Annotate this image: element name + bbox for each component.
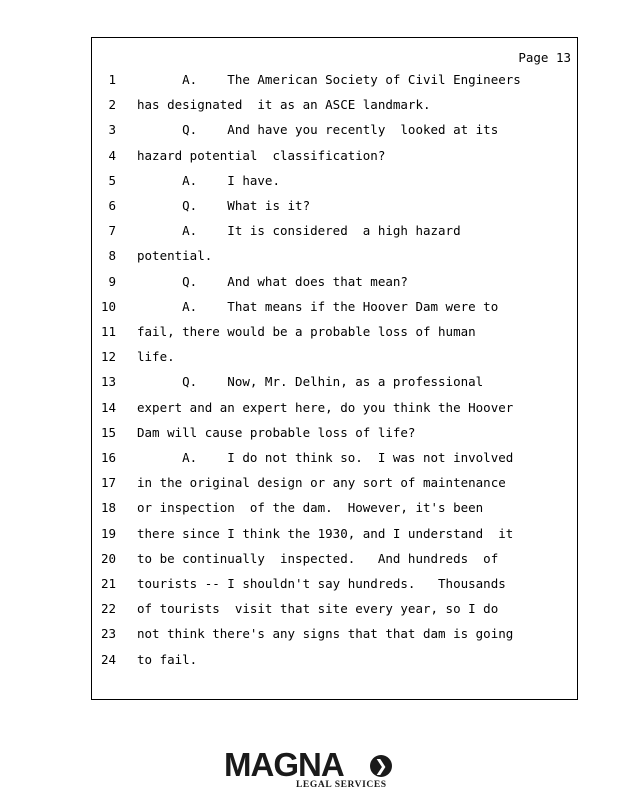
transcript-line bbox=[0, 400, 618, 420]
line-number: 20 bbox=[100, 550, 116, 566]
line-number: 15 bbox=[100, 424, 116, 440]
transcript-line bbox=[0, 652, 618, 672]
transcript-line bbox=[0, 72, 618, 92]
line-number: 3 bbox=[108, 122, 116, 138]
line-text: fail, there would be a probable loss of human bbox=[137, 324, 476, 339]
line-number: 24 bbox=[100, 651, 116, 667]
line-number: 11 bbox=[100, 324, 116, 339]
line-text: A. It is considered a high hazard bbox=[137, 223, 461, 239]
line-text: there since I think the 1930, and I understand it bbox=[137, 525, 514, 541]
line-text: A. I have. bbox=[137, 172, 280, 188]
transcript-line bbox=[0, 97, 618, 117]
line-text: or inspection of the dam. However, it's been bbox=[137, 500, 484, 516]
page-number: Page 13 bbox=[518, 50, 571, 65]
transcript-line bbox=[0, 324, 618, 344]
transcript-line bbox=[0, 173, 618, 193]
line-number: 7 bbox=[108, 223, 116, 239]
transcript-line bbox=[0, 450, 618, 470]
line-number: 22 bbox=[100, 601, 116, 617]
line-number: 16 bbox=[100, 450, 116, 465]
transcript-line bbox=[0, 374, 618, 394]
line-text: tourists -- I shouldn't say hundreds. Thousands bbox=[137, 576, 506, 591]
logo-arrow-icon: ❯ bbox=[370, 755, 392, 777]
transcript-line bbox=[0, 122, 618, 142]
logo-subtitle: LEGAL SERVICES bbox=[296, 780, 387, 790]
line-text: Q. Now, Mr. Delhin, as a professional bbox=[137, 374, 484, 390]
line-number: 18 bbox=[100, 500, 116, 516]
line-number: 23 bbox=[100, 626, 116, 642]
line-number: 10 bbox=[100, 298, 116, 314]
transcript-line bbox=[0, 601, 618, 621]
magna-logo bbox=[224, 748, 394, 792]
line-number: 14 bbox=[100, 399, 116, 415]
line-number: 13 bbox=[100, 374, 116, 390]
line-text: of tourists visit that site every year, so I do bbox=[137, 601, 499, 617]
line-text: A. That means if the Hoover Dam were to bbox=[137, 298, 499, 314]
line-number: 6 bbox=[108, 198, 116, 213]
line-text: has designated it as an ASCE landmark. bbox=[137, 97, 431, 113]
line-text: not think there's any signs that that dam is going bbox=[137, 626, 514, 642]
transcript-line bbox=[0, 223, 618, 243]
transcript-line bbox=[0, 526, 618, 546]
line-text: A. The American Society of Civil Engineers bbox=[137, 72, 521, 87]
transcript-line bbox=[0, 425, 618, 445]
line-text: to fail. bbox=[137, 651, 198, 667]
transcript-line bbox=[0, 551, 618, 571]
line-number: 4 bbox=[108, 147, 116, 163]
line-number: 21 bbox=[100, 576, 116, 591]
line-text: potential. bbox=[137, 248, 213, 264]
transcript-line bbox=[0, 349, 618, 369]
line-text: expert and an expert here, do you think the Hoover bbox=[137, 399, 514, 415]
transcript-line bbox=[0, 475, 618, 495]
transcript-line bbox=[0, 299, 618, 319]
line-text: Q. What is it? bbox=[137, 198, 311, 213]
line-number: 2 bbox=[108, 97, 116, 113]
transcript-line bbox=[0, 198, 618, 218]
line-number: 17 bbox=[100, 475, 116, 491]
transcript-line bbox=[0, 500, 618, 520]
line-number: 9 bbox=[108, 273, 116, 289]
line-number: 12 bbox=[100, 349, 116, 365]
line-number: 5 bbox=[108, 172, 116, 188]
logo-wordmark: MAGNA bbox=[224, 746, 344, 783]
transcript-line bbox=[0, 148, 618, 168]
line-text: Q. And what does that mean? bbox=[137, 273, 408, 289]
line-number: 8 bbox=[108, 248, 116, 264]
line-text: life. bbox=[137, 349, 175, 365]
line-text: Dam will cause probable loss of life? bbox=[137, 424, 416, 440]
line-text: in the original design or any sort of maintenance bbox=[137, 475, 506, 491]
transcript-line bbox=[0, 274, 618, 294]
line-text: A. I do not think so. I was not involved bbox=[137, 450, 514, 465]
line-text: hazard potential classification? bbox=[137, 147, 386, 163]
transcript-line bbox=[0, 248, 618, 268]
line-number: 19 bbox=[100, 525, 116, 541]
line-text: Q. And have you recently looked at its bbox=[137, 122, 499, 138]
transcript-line bbox=[0, 626, 618, 646]
transcript-line bbox=[0, 576, 618, 596]
line-text: to be continually inspected. And hundreds of bbox=[137, 550, 499, 566]
line-number: 1 bbox=[108, 72, 116, 87]
